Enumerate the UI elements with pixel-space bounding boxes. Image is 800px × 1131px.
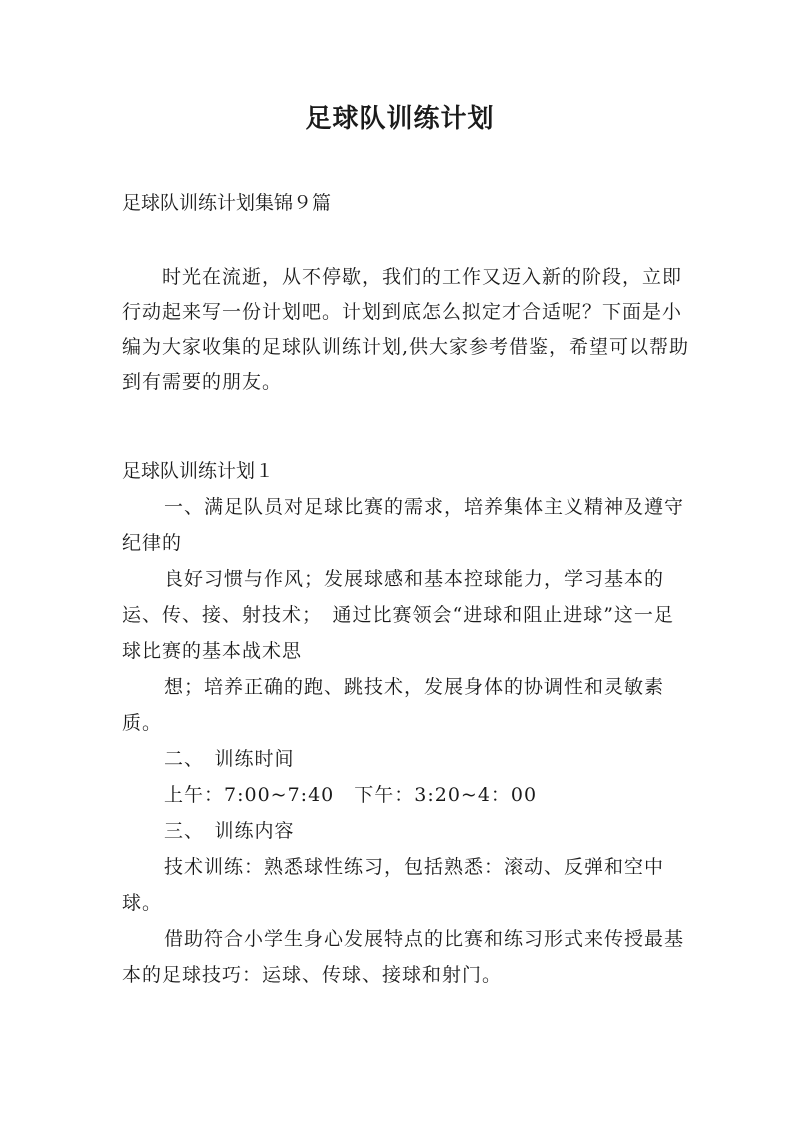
heading-training-time: 二、 训练时间 (164, 748, 295, 770)
section-plan-1 (122, 453, 692, 993)
paragraph-goals-2: 良好习惯与作风；发展球感和基本控球能力，学习基本的运、传、接、射技术； 通过比赛领会“进球和阻止进球”这一足球比赛的基本战术思 (122, 568, 674, 662)
paragraph-skills: 借助符合小学生身心发展特点的比赛和练习形式来传授最基本的足球技巧：运球、传球、接球和射门。 (122, 928, 685, 986)
section-heading: 足球队训练计划１ (122, 460, 275, 482)
document-title: 足球队训练计划 (305, 104, 495, 134)
paragraph-goals-1: 一、满足队员对足球比赛的需求，培养集体主义精神及遵守纪律的 (122, 496, 685, 554)
document-subtitle: 足球队训练计划集锦９篇 (122, 192, 332, 214)
paragraph-goals-3: 想；培养正确的跑、跳技术，发展身体的协调性和灵敏素质。 (122, 676, 665, 734)
paragraph-training-time: 上午：7:00~7:40 下午：3:20~4：00 (164, 784, 538, 806)
intro-paragraph: 时光在流逝，从不停歇，我们的工作又迈入新的阶段，立即行动起来写一份计划吧。计划到底怎么拟定才合适呢？下面是小编为大家收集的足球队训练计划,供大家参考借鉴，希望可以帮助到有需要的朋友。 (122, 266, 690, 393)
heading-training-content: 三、 训练内容 (164, 820, 295, 842)
paragraph-technique-training: 技术训练：熟悉球性练习，包括熟悉：滚动、反弹和空中球。 (122, 856, 665, 914)
